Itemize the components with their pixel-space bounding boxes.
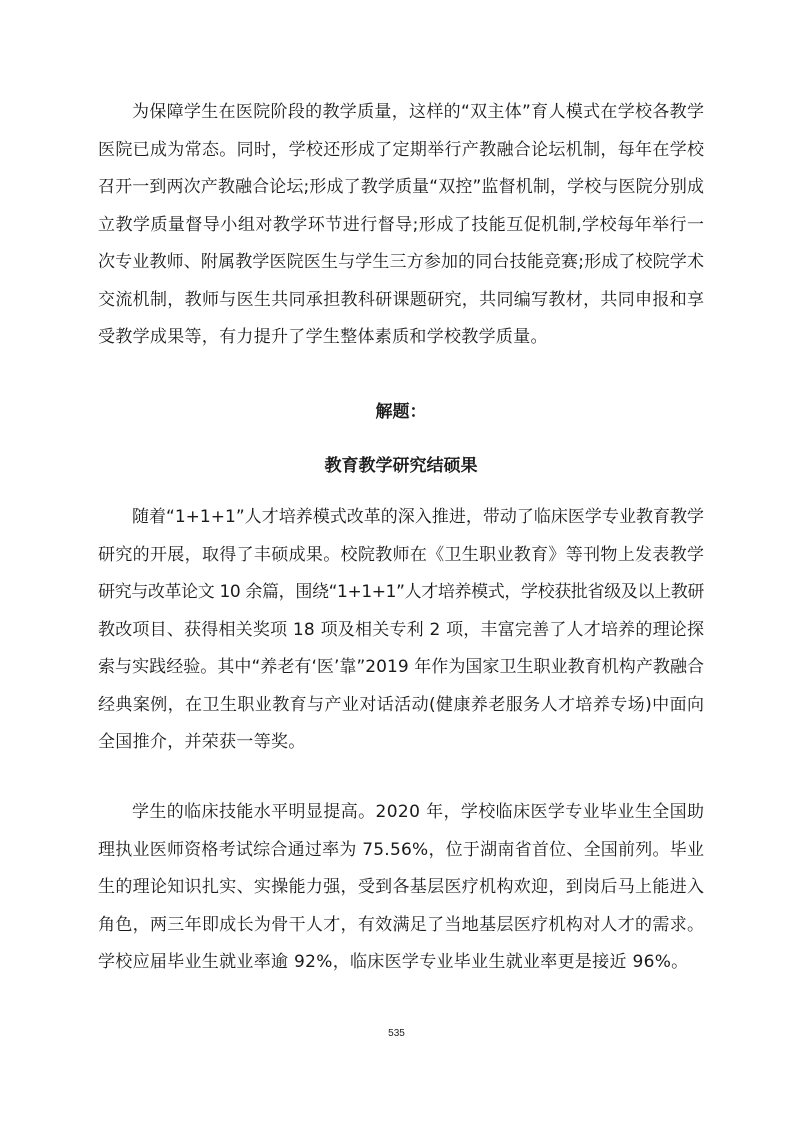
paragraph-line: 医院已成为常态。同时，学校还形成了定期举行产教融合论坛机制，每年在学校 — [98, 139, 704, 160]
paragraph-line: 学生的临床技能水平明显提高。2020 年，学校临床医学专业毕业生全国助 — [132, 802, 704, 822]
paragraph-line: 随着“1+1+1”人才培养模式改革的深入推进，带动了临床医学专业教育教学 — [132, 507, 704, 527]
paragraph-line: 交流机制，教师与医生共同承担教科研课题研究，共同编写教材，共同申报和享 — [98, 289, 704, 310]
paragraph-line: 生的理论知识扎实、实操能力强，受到各基层医疗机构欢迎，到岗后马上能进入 — [98, 877, 704, 897]
paragraph-line: 学校应届毕业生就业率逾 92%，临床医学专业毕业生就业率更是接近 96%。 — [98, 952, 689, 972]
paragraph-clinical-skills — [98, 794, 704, 982]
page-number: 535 — [388, 1028, 405, 1039]
paragraph-line: 全国推介，并荣获一等奖。 — [98, 732, 306, 752]
paragraph-line: 召开一到两次产教融合论坛;形成了教学质量“双控”监督机制，学校与医院分别成 — [98, 177, 704, 197]
paragraph-line: 次专业教师、附属教学医院医生与学生三方参加的同台技能竞赛;形成了校院学术 — [98, 252, 704, 272]
paragraph-line: 教改项目、获得相关奖项 18 项及相关专利 2 项，丰富完善了人才培养的理论探 — [98, 619, 704, 640]
paragraph-research-results — [98, 499, 704, 762]
paragraph-line: 研究的开展，取得了丰硕成果。校院教师在《卫生职业教育》等刊物上发表教学 — [98, 544, 704, 565]
paragraph-line: 角色，两三年即成长为骨干人才，有效满足了当地基层医疗机构对人才的需求。 — [98, 914, 704, 935]
paragraph-line: 为保障学生在医院阶段的教学质量，这样的“双主体”育人模式在学校各教学 — [132, 102, 704, 122]
paragraph-line: 立教学质量督导小组对教学环节进行督导;形成了技能互促机制,学校每年举行一 — [98, 214, 704, 235]
paragraph-line: 研究与改革论文 10 余篇，围绕“1+1+1”人才培养模式，学校获批省级及以上教研 — [98, 582, 704, 602]
paragraph-line: 受教学成果等，有力提升了学生整体素质和学校教学质量。 — [98, 327, 548, 347]
section-title: 教育教学研究结硕果 — [324, 456, 478, 476]
paragraph-dual-subject-model — [98, 94, 704, 357]
paragraph-line: 经典案例，在卫生职业教育与产业对话活动(健康养老服务人才培养专场)中面向 — [98, 694, 704, 715]
paragraph-line: 理执业医师资格考试综合通过率为 75.56%，位于湖南省首位、全国前列。毕业 — [98, 839, 704, 860]
paragraph-line: 索与实践经验。其中“养老有‘医’靠”2019 年作为国家卫生职业教育机构产教融合 — [98, 657, 704, 677]
section-label: 解题： — [375, 402, 427, 422]
